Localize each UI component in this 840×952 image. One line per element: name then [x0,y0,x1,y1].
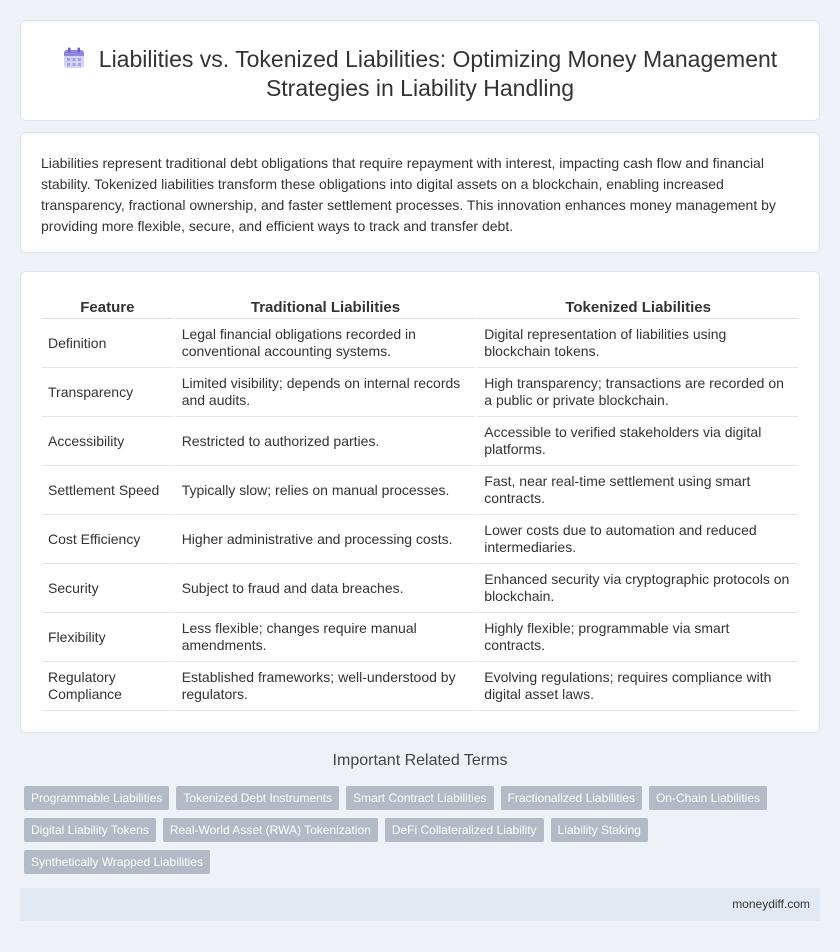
related-term-tag[interactable]: Real-World Asset (RWA) Tokenization [163,818,378,842]
traditional-cell: Restricted to authorized parties. [173,417,476,466]
tokenized-cell: Accessible to verified stakeholders via digital platforms. [475,417,798,466]
related-term-tag[interactable]: Synthetically Wrapped Liabilities [24,850,210,874]
traditional-cell: Less flexible; changes require manual amendments. [173,613,476,662]
feature-cell: Flexibility [42,613,173,662]
feature-cell: Regulatory Compliance [42,662,173,711]
table-row [42,613,798,662]
page-title: Liabilities vs. Tokenized Liabilities: Optimizing Money Management Strategies in Liability Handling [98,46,778,101]
calendar-icon [63,47,85,69]
related-terms-list [24,786,804,874]
intro-paragraph: Liabilities represent traditional debt obligations that require repayment with interest, impacting cash flow and financial stability. Tokenized liabilities transform these obligations into digital assets on a blockchain, enabling increased transparency, fractional ownership, and faster settlement processes. This innovation enhances money management by providing more flexible, secure, and efficient ways to track and transfer debt. [41,155,776,234]
column-header-tokenized: Tokenized Liabilities [475,294,798,319]
feature-cell: Cost Efficiency [42,515,173,564]
tokenized-cell: High transparency; transactions are recorded on a public or private blockchain. [475,368,798,417]
title-card [20,20,820,121]
traditional-cell: Higher administrative and processing costs. [173,515,476,564]
related-term-tag[interactable]: Liability Staking [551,818,648,842]
table-header-row [42,294,798,319]
tokenized-cell: Evolving regulations; requires compliance with digital asset laws. [475,662,798,711]
traditional-cell: Established frameworks; well-understood by regulators. [173,662,476,711]
table-row [42,466,798,515]
tokenized-cell: Fast, near real-time settlement using smart contracts. [475,466,798,515]
feature-cell: Definition [42,319,173,368]
footer-bar [20,888,820,921]
table-row [42,662,798,711]
tokenized-cell: Highly flexible; programmable via smart contracts. [475,613,798,662]
feature-cell: Accessibility [42,417,173,466]
related-term-tag[interactable]: Digital Liability Tokens [24,818,156,842]
feature-cell: Security [42,564,173,613]
related-term-tag[interactable]: On-Chain Liabilities [649,786,767,810]
related-term-tag[interactable]: Smart Contract Liabilities [346,786,493,810]
page-title-wrap [21,45,819,103]
column-header-traditional: Traditional Liabilities [173,294,476,319]
related-term-tag[interactable]: Tokenized Debt Instruments [176,786,339,810]
related-terms-heading: Important Related Terms [332,752,508,769]
related-term-tag[interactable]: Fractionalized Liabilities [501,786,642,810]
column-header-feature: Feature [42,294,173,319]
table-row [42,368,798,417]
table-row [42,564,798,613]
table-row [42,319,798,368]
intro-card [20,132,820,253]
traditional-cell: Typically slow; relies on manual processes. [173,466,476,515]
table-row [42,417,798,466]
tokenized-cell: Enhanced security via cryptographic protocols on blockchain. [475,564,798,613]
feature-cell: Transparency [42,368,173,417]
tokenized-cell: Digital representation of liabilities using blockchain tokens. [475,319,798,368]
traditional-cell: Legal financial obligations recorded in conventional accounting systems. [173,319,476,368]
traditional-cell: Limited visibility; depends on internal records and audits. [173,368,476,417]
tokenized-cell: Lower costs due to automation and reduced intermediaries. [475,515,798,564]
footer-site-link[interactable]: moneydiff.com [732,897,810,911]
comparison-card [20,271,820,733]
comparison-table [42,294,798,711]
feature-cell: Settlement Speed [42,466,173,515]
related-term-tag[interactable]: Programmable Liabilities [24,786,169,810]
related-term-tag[interactable]: DeFi Collateralized Liability [385,818,544,842]
table-row [42,515,798,564]
traditional-cell: Subject to fraud and data breaches. [173,564,476,613]
